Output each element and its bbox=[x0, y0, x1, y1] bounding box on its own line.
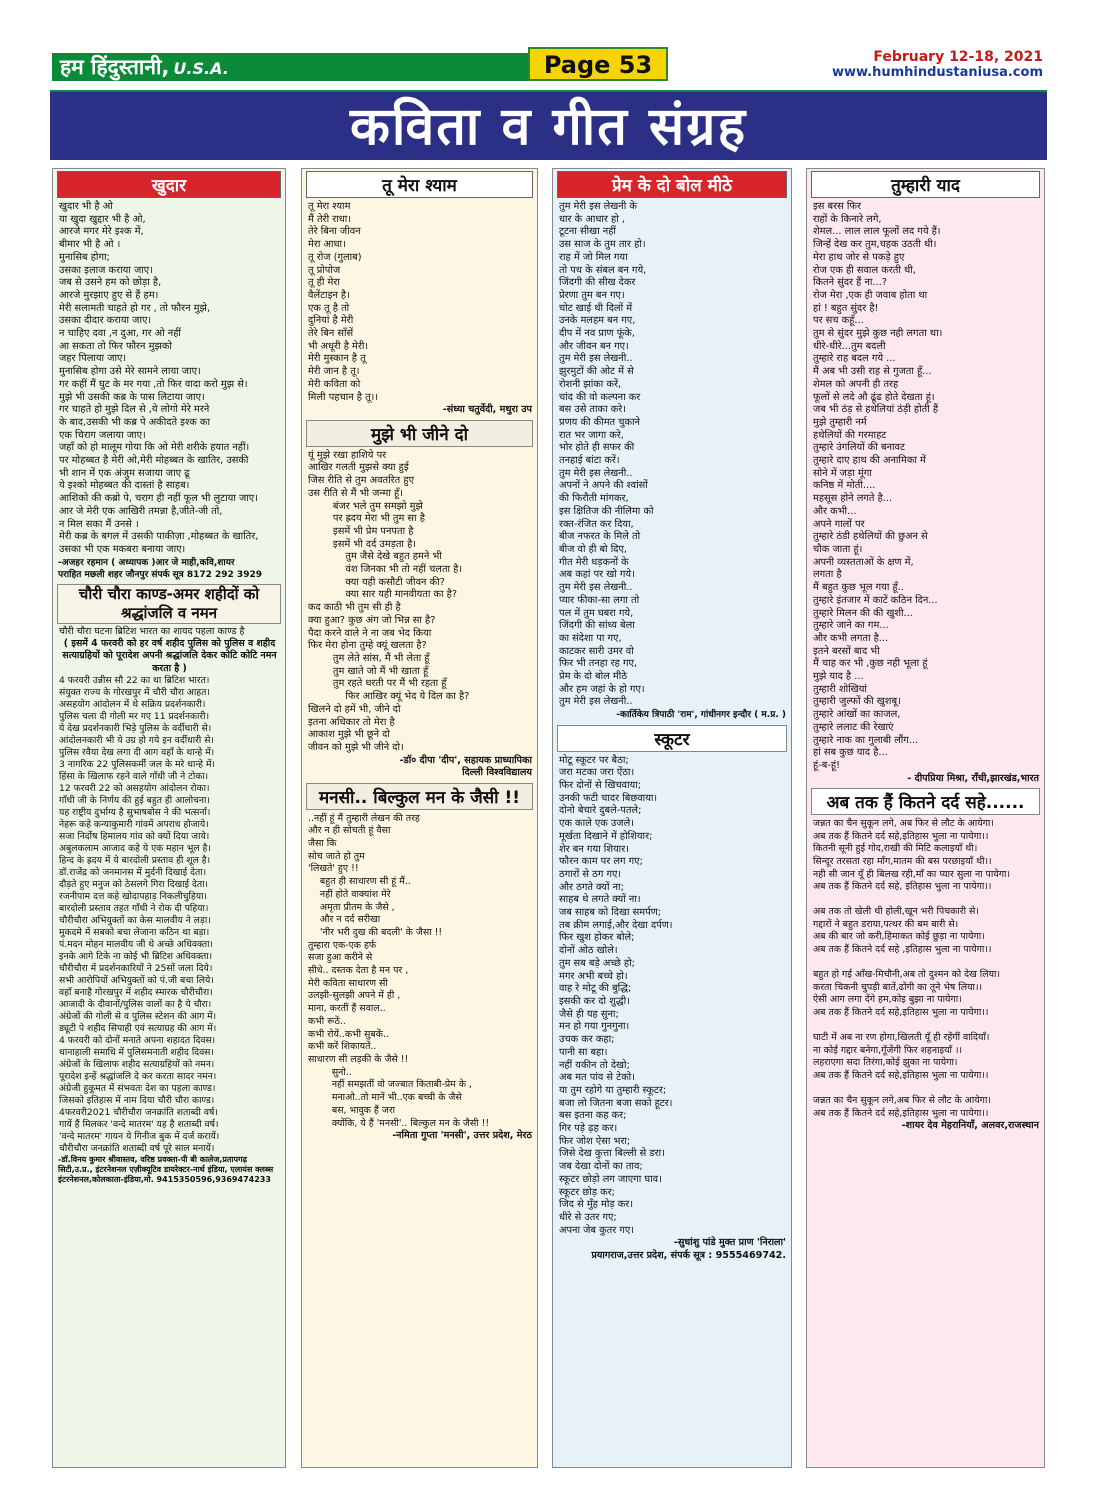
article-intro-bold: ( इसमें 4 फरवरी को हर वर्ष शहीद पुलिस को पुलिस व शहीद सत्याग्रहियों को पूरादेश अपनी श्रद्धांजलि देकर कोटि कोटि नमन करता है ) bbox=[62, 637, 277, 674]
poem-credit: -सुधांशु पांडे मुक्त प्राण 'निराला' प्रयागराज,उत्तर प्रदेश, संपर्क सूत्र : 9555469742. bbox=[591, 1237, 786, 1261]
poem-credit: -डॉ० दीपा 'दीप', सहायक प्राध्यापिका दिल्ली विश्वविद्यालय bbox=[399, 754, 532, 779]
column-2 bbox=[301, 168, 538, 1468]
poem-title: अब तक हैं कितने दर्द सहे...... bbox=[811, 788, 1040, 815]
poem-credit: -नमिता गुप्ता 'मनसी', उत्तर प्रदेश, मेरठ bbox=[392, 1130, 532, 1142]
poem-title: मनसी.. बिल्कुल मन के जैसी !! bbox=[306, 783, 533, 810]
article-title: चौरी चौरा काण्ड-अमर शहीदों को श्रद्धांजलि व नमन bbox=[57, 584, 281, 624]
poem-title: प्रेम के दो बोल मीठे bbox=[557, 171, 787, 198]
poem-text: मोटू स्कूटर पर बैठा; जरा मटका जरा ऐंठा। फिर दोनों से खिचवाया; उनकी फटी चादर बिछवाया। दोनो बेचारे दुबले-पतले; एक काले एक उजले। मूर्खता दिखाने में होशियार; शेर बन गया शियार। फौरन काम पर लग गए; ठगारों से ठग गए। और ठगते क्यों ना; साहब थे लगते क्यों ना। जब साहब को दिखा समर्पण; तब क्रीम लगाई,और देखा दर्पण। फिर खुश होकर बोले; दोनों ओठ खोले। तुम सब बड़े अच्छे हो; मगर अभी बच्चे हो। वाह रे मोटू की बुद्धि; इसकी कर दो शुद्धी। जैसे ही यह सुना; मन हो गया गुनगुना। उचक कर कहा; पानी सा बहा। नहीं यकीन तो देखो; अब मत पांव से टेको। या तुम रहोगे या तुम्हारी स्कूटर; बजा लो जितना बजा सको हूटर। बस इतना कह कर; गिर पड़े ढ़ह कर। फिर जोश ऐसा भरा; जिसे देख कुत्ता बिल्ली से डरा। जब देखा दोनों का ताव; स्कूटर छोड़ो लग जाएगा घाव। स्कूटर छोड़ कर; जिद से मुँह मोड़ कर। धीरे से उतर गए; अपना जेब कुतर गए। bbox=[559, 754, 673, 1236]
poem-text: ..नहीं हूं मैं तुम्हारी लेखन की तरह और न ही सोचती हूं वैसा जैसा कि सोच जाते हो तुम 'लिखते' हुए !! बहुत ही साधारण सी हूं मैं.. नहीं होते वाक्यांश मेरे अमृता प्रीतम के जैसे , और न दर्द सरीखा 'नीर भरी दुख की बदली' के जैसा !! तुम्हारा एक-एक हर्फ सजा हुआ करीने से सीधे.. दस्तक देता है मन पर , मेरी कविता साधारण सी उलझी-सुलझी अपने में ही , माना, करतीं हैं सवाल.. कभी रूठें.. कभी रोयें..कभी सुबकें.. कभी करें शिकायतें.. साधारण सी लड़की के जैसे !! सुनो.. नहीं समझतीं वो जज्बात किताबी-प्रेम के , मनाओ..तो मानें भी..एक बच्ची के जैसे बस, भावुक हैं जरा क्योंकि, ये हैं 'मनसी'.. बिल्कुल मन के जैसी !! bbox=[308, 812, 490, 1129]
poem-title: खुदार bbox=[57, 171, 281, 198]
article-body: 4 फरवरी उन्नीस सौ 22 का था ब्रिटिश भारत। संयुक्त राज्य के गोरखपुर में चौरी चौरा आहत। असहयोग आंदोलन में थे सक्रिय प्रदर्शनकारी। पुलिस चला दी गोली मर गए 11 प्रदर्शनकारी। ये देख प्रदर्शनकारी भिड़े पुलिस के वर्दीधारी से। आंदोलनकारी भी ये उग्र हो गये इन वर्दीधारी से। पुलिस रवैया देख लगा दी आग वहाँ के थान्हे में। 3 नागरिक 22 पुलिसकर्मी जल के मरे थान्हे में। हिंसा के खिलाफ रहने वाले गाँधी जी ने टोका। 12 फरवरी 22 को असहयोग आंदोलन रोका। गाँधी जी के निर्णय की हुई बहुत ही आलोचना। यह राष्ट्रीय दुर्भाग्य है सुभाषबोस ने की भत्सर्ना। नेहरू कहे कन्याकुमारी गांवमें अपराध होजाये। सजा निर्दोष हिमालय गांव को क्यों दिया जाये। अबुलकलाम आजाद कहे ये एक महान भूल है। हिन्द के ह्रदय में ये बारदोली प्रस्ताव ही शूल है। डॉ.राजेंद्र को जनमानस में मुर्दनी दिखाई देता। दौड़ते हुए मनुज को ठेसलगे गिरा दिखाई देता। रजनीपाम दत्त कहे खोदापहाड़ निकलीचुहिया। बारदोली प्रस्ताव तहत गाँधी ने रोक दी पहिया। चौरीचौरा अभियुक्तों का केस मालवीय ने लड़ा। मुकदमे में सबको बचा लेजाना कठिन था बड़ा। पं.मदन मोहन मालवीय जी थे अच्छे अधिवक्ता। इनके आगे टिके ना कोई भी ब्रिटिश अधिवक्ता। चौरीचौरा में प्रदर्शनकारियों ने 25सों जला दिये। सभी आरोपियों अभियुक्तों को पं.जी बचा लिये। वहाँ बनाहै गोरखपुर में शहीद स्मारक चौरीचौरा। आजादी के दीवानों/पुलिस वालों का है ये चौरा। अंग्रेजों की गोली से व पुलिस स्टेशन की आग में। ड्यूटी पे शहीद सिपाही एवं सत्याग्रह की आग में। 4 फरवरी को दोनों मनाते अपना शहादत दिवस। थानाहाली समाधि में पुलिसमनाती शहीद दिवस। अंग्रेजों के खिलाफ शहीद सत्याग्रहियों को नमन। पूरादेश इन्हें श्रद्धांजलि दे कर करता सादर नमन। अंग्रेजी हुकूमत में संभवतः देश का पहला काण्ड। जिसको इतिहास में नाम दिया चौरी चौरा काण्ड। 4फरवरी2021 चौरीचौरा जनक्रांति शताब्दी वर्ष। गायें हैं मिलकर 'वन्दे मातरम' यह है शताब्दी वर्ष। 'वन्दे मातरम' गायन ये गिनीज बुक में दर्ज करायें। चौरीचौरा जनक्रांति शताब्दी वर्ष पूरे साल मनायें। bbox=[59, 674, 220, 1154]
newspaper-brand bbox=[52, 53, 532, 81]
poem-credit: -कार्तिकेय त्रिपाठी 'राम', गांधीनगर इन्दौर ( म.प्र. ) bbox=[616, 710, 786, 721]
brand-name: हम हिंदुस्तानी, bbox=[60, 55, 170, 79]
section-banner: कविता व गीत संग्रह bbox=[50, 90, 1047, 160]
column-1 bbox=[52, 168, 286, 1468]
poem-credit: - दीपप्रिया मिश्रा, राँची,झारखंड,भारत bbox=[907, 772, 1039, 784]
poem-title: तुम्हारी याद bbox=[811, 171, 1040, 198]
poem-text: यूं मुझे रखा हाशिये पर आखिर गलती मुझसे क्या हुई जिस रीति से तुम अवतरित हुए उस रीति से मैं भी जन्मा हूँ। बंजर भले तुम समझो मुझे पर ह्रदय मेरा भी तुम सा है इसमें भी प्रेम पनपता है इसमें भी दर्द उमड़ता है। तुम जैसे देखे बहुत हमने भी वंश जिनका भी तो नहीं चलता है। क्या यही कसौटी जीवन की? क्या सार यही मानवीयता का है? कद काठी भी तुम सी ही है क्या हुआ? कुछ अंग जो भिन्न सा है? पैदा करने वाले ने ना जब भेद किया फिर मेरा होना तुम्हे क्यूं खलता है? तुम लेते सांस, मैं भी लेता हूँ तुम खाते जो मैं भी खाता हूँ तुम रहते धरती पर मैं भी रहता हूँ फिर आखिर क्यूं भेद ये दिल का है? खिलने दो हमें भी, जीने दो इतना अधिकार तो मेरा है आकाश मुझे भी छूने दो जीवन को मुझे भी जीने दो। bbox=[308, 449, 470, 753]
article-intro: चौरी चौरा घटना ब्रिटिश भारत का शायद पहला काण्ड है bbox=[59, 625, 245, 637]
column-4 bbox=[806, 168, 1045, 1468]
poem-text: तू मेरा श्याम मैं तेरी राधा। तेरे बिना जीवन मेरा आधा। तू रोज (गुलाब) तू प्रोपोज तू ही मेरा वैलेंटाइन है। एक तू है तो दुनियां है मेरी तेरे बिन साँसें भी अधूरी है मेरी। मेरी मुस्कान है तू मेरी जान है तू। मेरी कविता को मिली पहचान है तू।। bbox=[308, 201, 379, 403]
poem-text: इस बरस फिर राहों के किनारे लगे, शेमल... लाल लाल फूलों लद गये हैं। जिन्हें देख कर तुम,चहक उठती थी। मेरा हाथ जोर से पकड़े हुए रोज एक ही सवाल करती थी, कितने सुंदर हैं ना...? रोज मेरा ,एक ही जवाब होता था हां ! बहुत सुंदर है! पर सच कहूँ... तुम से सुंदर मुझे कुछ नही लगता था। धीरे-धीरे...तुम बदली तुम्हारे राह बदल गये ... मैं अब भी उसी राह से गुजता हूँ... शेमल को अपनी ही तरह फूलों से लदे औ ढूंढ होते देखता हूं। जब भी ठंड़ से हथेलियां ठंड़ी होती हैं मुझे तुम्हारी नर्म हथेलियों की गरमाहट तुम्हारे उंगलियों की बनावट तुम्हारे दाए हाथ की अनामिका में सोने में जड़ा मूंगा कनिष्ठ में मोती.... महसूस होने लगते है... और कभी... अपने गालों पर तुम्हारे ठंडी हथेलियों की छुअन से चौक जाता हूं। अपनी व्यस्तताओं के क्षण में, लगता है मैं बहुत कुछ भूल गया हूँ.. तुम्हारे इंतजार में काटें कठिन दिन... तुम्हारे मिलन की की खुशी... तुम्हारे जाने का गम... और कभी लगता है... इतने बरसों बाद भी मैं चाह कर भी ,कुछ नही भूला हूं मुझे याद है ... तुम्हारी शोखियां तुम्हारी जुल्फों की खुशबू। तुम्हारे आंखों का काजल, तुम्हारे ललाट की रेखाएं तुम्हारे नाक का गुलाबी लौंग... हां सब कुछ याद है... हूं-ब-हूं! bbox=[813, 201, 943, 771]
masthead bbox=[50, 47, 1047, 87]
poem-title: स्कूटर bbox=[557, 725, 787, 752]
poem-text: जन्नत का चैन सुकून लगे, अब फिर से लौट के आयेगा। अब तक हैं कितने दर्द सहे,इतिहास भुला ना पायेगा।। कितनी सूनी हुई गोद,राखी की मिटि कलाइयाँ थी। सिन्दूर तरसता रहा माँग,मातम की बस परछाइयाँ थी।। नही सी जान यूँ ही बिलख रही,माँ का प्यार सुला ना पायेगा। अब तक हैं कितने दर्द सहे, इतिहास भुला ना पायेगा।। अब तक तो खेली थी होली,खून भरी पिचकारी से। गद्दारों ने बहुत डराया,पत्थर की बम बारी से। अब की बार जो करी,हिमाकत कोई छुड़ा ना पायेगा। अब तक हैं कितने दर्द सहे ,इतिहास भुला ना पायेगा।। बहुत हो गई आँख-मिचौनी,अब तो दुश्मन को देख लिया। करता चिकनी चुपड़ी बातें,ढोंगी का तूने भेष लिया।। ऐसी आग लगा देंगे हम,कोइ बुझा ना पायेगा। अब तक हैं कितने दर्द सहे,इतिहास भुला ना पायेगा।। घाटी में अब ना रण होगा,खिलती यूँ ही रहेंगीं वादियाँ। ना कोई गद्दार बनेगा,गूँजेंगी फिर शहनाइयाँ ।। लहराएगा सदा तिरंगा,कोई झुका ना पायेगा। अब तक हैं कितने दर्द सहे,इतिहास भुला ना पायेगा।। जन्नत का चैन सुकून लगे,अब फिर से लौट के आयेगा। अब तक हैं कितने दर्द सहे,इतिहास भुला ना पायेगा।। bbox=[813, 818, 1011, 1119]
website-link[interactable]: www.humhindustaniusa.com bbox=[831, 65, 1043, 80]
poem-credit: -शायर देव मेहरानियाँ, अलवर,राजस्थान bbox=[901, 1120, 1039, 1132]
poem-text: खुदार भी है ओ या खुदा खुद्दार भी है ओ, आरजे मगर मेरे इश्क में, बीमार भी है ओ । मुनासिब होगा; उसका इलाज कराया जाए। जब से उसने हम को छोड़ा है, आरजे मुरझाए हुए से हैं हम। मेरी सलामती चाहते हो गर , तो फौरन मुझे, उसका दीदार कराया जाए। न चाहिए दवा ,न दुआ, गर ओ नहीं आ सकता तो फिर फौरन मुझको जहर पिलाया जाए। मुनासिब होगा उसे मेरे सामने लाया जाए। गर कहीं मैं घुट के मर गया ,तो फिर वादा करो मुझ से। मुझे भी उसकी कब्र के पास लिटाया जाए। गर चाहते हो मुझे दिल से ,ये लोगो मेरे मरने के बाद,उसकी भी कब्र पे अकीदते इश्क का एक चिराग जलाया जाए। जहाँ को हो मालूम गोया कि ओ मेरी शरीके हयात नहीं। पर मोहब्बत है मेरी ओ,मेरी मोहब्बत के खातिर, उसकी भी शान में एक अंजुम सजाया जाए ढू ये इश्को मोहब्बत की दास्तां है साहब। आशिको की कब्रो पे, चराग ही नहीं फूल भी लुटाया जाए। आर जे मेरी एक आखिरी तमन्ना है,जीते-जी तो, न मिल सका मैं उनसे । मेरी कब्र के बगल में उसकी पाकीज़ा ,मोहब्बत के खातिर, उसका भी एक मकबरा बनाया जाए। bbox=[59, 201, 259, 555]
brand-suffix: U.S.A. bbox=[173, 59, 229, 78]
poem-title: तू मेरा श्याम bbox=[306, 171, 533, 198]
poem-text: तुम मेरी इस लेखनी के धार के आधार हो , टूटना सीखा नहीं उस साज के तुम तार हो। राह में जो मिल गया तो पथ के संबल बन गये, जिंदगी की सीख देकर प्रेरणा तुम बन गए। चोट खाई थी दिलों में उनके मलहम बन गए, दीप में नव प्राण फूंके, और जीवन बन गए। तुम मेरी इस लेखनी.. झुरमुटों की ओट में से रोशनी झांका करें, चांद की वो कल्पना कर बस उसे ताका करे। प्रणय की कीमत चुकाने रात भर जागा करे, भोर होते ही सफर की तनहाई बांटा करें। तुम मेरी इस लेखनी.. अपनों ने अपने की श्वांसों की फिरौती मांगकर, इस क्षितिज की नीलिमा को रक्त-रंजित कर दिया, बीज नफरत के मिले तो बीज वो ही बो दिए, गीत मेरी धड़कनों के अब कहां पर खो गये। तुम मेरी इस लेखनी.. प्यार फीका-सा लगा तो पल में तुम घबरा गये, जिंदगी की सांध्य बेला का संदेशा पा गए, काटकर सारी उमर वो फिर भी तनहा रह गए, प्रेम के दो बोल मीठे और हम जहां के हो गए। तुम मेरी इस लेखनी.. bbox=[559, 201, 654, 708]
issue-date: February 12-18, 2021 bbox=[873, 49, 1043, 65]
article-credit: -डॉ.विनय कुमार श्रीवास्तव, वरिष्ठ प्रवक्ता-पी बी कालेज,प्रतापगढ़ सिटी,उ.प्र., इंटरनेशनल एज़ीक्यूटिव डायरेक्टर-नार्थ इंडिया, एलायंस क्लब्स इंटरनेशनल,कोलकाता-इंडिया,मो. 9415350596,9369474233 bbox=[58, 1154, 274, 1184]
poem-credit: -अजहर रहमान ( अध्यापक )आर जे माही,कवि,शायर पराहित मछली शहर जौनपुर संपर्क सूत्र 8172 292 3929 bbox=[58, 557, 262, 581]
poem-credit: -संध्या चतुर्वेदी, मथुरा उप bbox=[442, 404, 532, 416]
column-3 bbox=[552, 168, 792, 1468]
poem-title: मुझे भी जीने दो bbox=[306, 420, 533, 447]
dateline bbox=[832, 49, 1043, 81]
page-number-box: Page 53 bbox=[528, 47, 668, 81]
